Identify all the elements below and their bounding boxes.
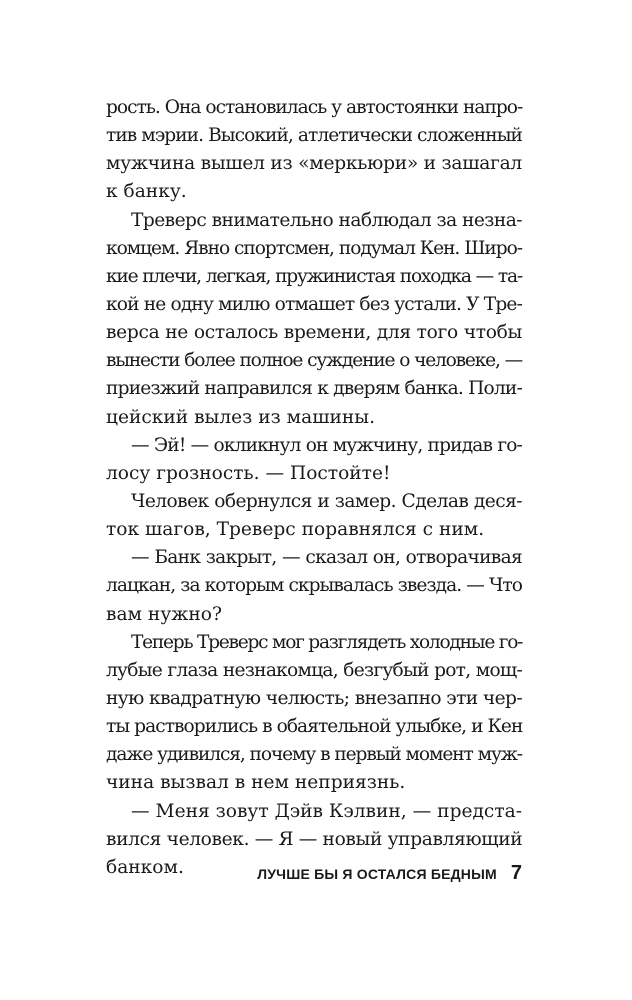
text-line: вился человек. — Я — новый управляющий (106, 828, 523, 850)
text-line: Треверс внимательно наблюдал за незна- (131, 209, 522, 231)
text-line: кие плечи, легкая, пружинистая походка — та- (106, 265, 522, 287)
text-line: лубые глаза незнакомца, безгубый рот, мощ- (106, 659, 522, 681)
text-line: приезжий направился к дверям банка. Поли- (106, 378, 522, 400)
text-line: ную квадратную челюсть; внезапно эти чер- (106, 687, 522, 709)
text-line: комцем. Явно спортсмен, подумал Кен. Широ- (106, 237, 522, 259)
body-text (106, 94, 522, 882)
page-footer (106, 862, 522, 886)
text-line: лацкан, за которым скрывалась звезда. — Что (106, 575, 522, 597)
text-line: цейский вылез из машины. (106, 406, 375, 428)
text-line: Человек обернулся и замер. Сделав деся- (131, 490, 522, 512)
text-line: лосу грозность. — Постойте! (106, 462, 391, 484)
text-line: вынести более полное суждение о человеке, — (106, 350, 522, 372)
text-line: тив мэрии. Высокий, атлетически сложенный (106, 125, 522, 147)
text-line: даже удивился, почему в первый момент муж- (106, 744, 522, 766)
text-line: ты растворились в обаятельной улыбке, и Кен (106, 716, 523, 738)
page-number: 7 (510, 862, 522, 884)
text-line: банком. (106, 856, 184, 878)
text-line: Теперь Треверс мог разглядеть холодные го- (131, 631, 523, 653)
text-line: мужчина вышел из «меркьюри» и зашагал (106, 153, 522, 175)
text-line: — Эй! — окликнул он мужчину, придав го- (131, 434, 522, 456)
text-line: к банку. (106, 181, 187, 203)
running-title: ЛУЧШЕ БЫ Я ОСТАЛСЯ БЕДНЫМ (257, 866, 497, 882)
text-line: ток шагов, Треверс поравнялся с ним. (106, 519, 485, 541)
text-line: чина вызвал в нем неприязнь. (106, 772, 406, 794)
text-line: рость. Она остановилась у автостоянки напро- (106, 97, 523, 118)
text-line: вам нужно? (106, 603, 222, 625)
text-line: кой не одну милю отмашет без устали. У Тре- (106, 293, 522, 315)
text-line: — Банк закрыт, — сказал он, отворачивая (131, 547, 522, 569)
text-line: — Меня зовут Дэйв Кэлвин, — предста- (131, 800, 522, 822)
text-line: верса не осталось времени, для того чтобы (106, 322, 522, 344)
